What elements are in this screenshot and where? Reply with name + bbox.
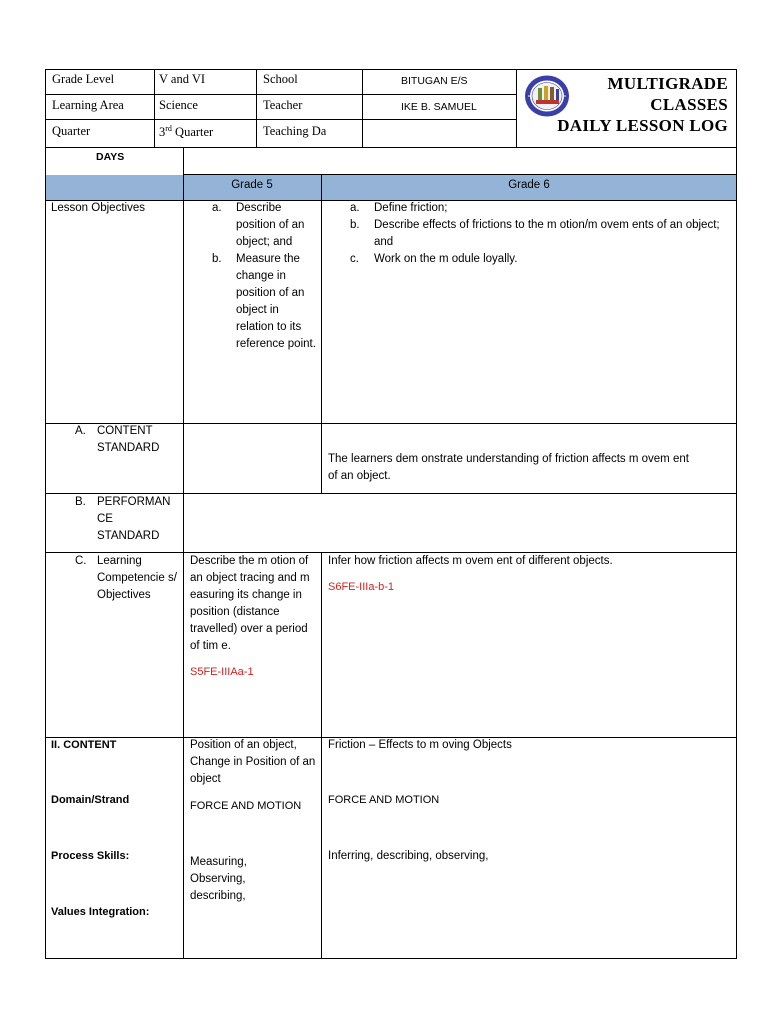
column-divider xyxy=(321,552,322,959)
school-label: School xyxy=(263,72,298,86)
grade-level-value-cell xyxy=(154,69,257,95)
content-label: II. CONTENT xyxy=(51,739,117,751)
grade6-header-label: Grade 6 xyxy=(508,179,550,191)
values-integration-label: Values Integration: xyxy=(51,906,150,918)
grade6-competencies xyxy=(328,553,728,596)
teaching-date-label: Teaching Da xyxy=(263,124,327,138)
learning-area-label: Learning Area xyxy=(52,98,124,112)
teaching-date-label-cell xyxy=(256,119,363,148)
teacher-label: Teacher xyxy=(263,98,303,112)
list-text: Define friction; xyxy=(374,202,448,214)
quarter-label: Quarter xyxy=(52,124,91,138)
school-value-cell xyxy=(362,69,517,95)
quarter-word: Quarter xyxy=(171,125,214,140)
title-cell xyxy=(516,69,737,148)
domain-grade5: FORCE AND MOTION xyxy=(190,800,302,812)
list-marker: a. xyxy=(350,202,360,214)
quarter-label-cell xyxy=(45,119,155,148)
section-marker: A. xyxy=(75,425,86,437)
lesson-objectives-label: Lesson Objectives xyxy=(51,202,145,214)
content-standard-label xyxy=(75,423,179,457)
list-text: Describe effects of frictions to the m otion/m ovem ents of an object; and xyxy=(374,219,720,248)
title-line-3: DAILY LESSON LOG xyxy=(557,116,728,135)
list-text: Measure the change in position of an object in relation to its reference point. xyxy=(236,253,316,350)
list-marker: c. xyxy=(350,253,359,265)
learning-competencies-label xyxy=(75,553,179,604)
list-item xyxy=(350,200,735,217)
grade5-competencies xyxy=(190,553,318,681)
teacher-label-cell xyxy=(256,94,363,120)
school-label-cell xyxy=(256,69,363,95)
learning-area-value: Science xyxy=(159,98,198,112)
list-item xyxy=(350,251,735,268)
list-item xyxy=(350,217,735,251)
performance-standard-label xyxy=(75,494,179,545)
domain-strand-label: Domain/Strand xyxy=(51,794,130,806)
grade5-objectives-list xyxy=(212,200,318,353)
section-label: Learning Competencie s/ Objectives xyxy=(97,555,177,601)
competency-code: S5FE-IIIAa-1 xyxy=(190,666,254,678)
list-marker: a. xyxy=(212,202,222,214)
learning-area-value-cell xyxy=(154,94,257,120)
content-grade5: Position of an object, Change in Position of an object xyxy=(190,739,316,785)
competency-text: Describe the m otion of an object tracing and m easuring its change in position (distance travelled) over a period of tim e. xyxy=(190,555,310,652)
section-label: CONTENT STANDARD xyxy=(97,425,160,454)
grade-level-label: Grade Level xyxy=(52,72,115,86)
column-divider xyxy=(321,174,322,494)
teaching-date-value-cell xyxy=(362,119,517,148)
grade5-header xyxy=(183,175,321,200)
content-grade6: Friction – Effects to m oving Objects xyxy=(328,739,512,751)
grade5-header-label: Grade 5 xyxy=(231,179,273,191)
column-divider xyxy=(183,552,184,959)
learning-area-label-cell xyxy=(45,94,155,120)
teacher-value-cell xyxy=(362,94,517,120)
days-label: DAYS xyxy=(96,151,125,163)
days-label-cell xyxy=(45,148,184,174)
quarter-number: 3 xyxy=(159,125,166,140)
list-item xyxy=(212,200,318,251)
quarter-ordinal: rd xyxy=(165,124,172,133)
process-skills-label: Process Skills: xyxy=(51,850,130,862)
list-text: Describe position of an object; and xyxy=(236,202,305,248)
list-marker: b. xyxy=(350,219,360,231)
section-marker: B. xyxy=(75,496,86,508)
content-standard-grade6: The learners dem onstrate understanding of friction affects m ovem ent of an object. xyxy=(328,453,689,482)
process-grade6: Inferring, describing, observing, xyxy=(328,850,489,862)
grade6-objectives-list xyxy=(350,200,735,268)
quarter-value-cell xyxy=(154,119,257,148)
process-grade5: Measuring, Observing, describing, xyxy=(190,856,247,902)
grade6-header xyxy=(321,175,737,200)
grade-level-label-cell xyxy=(45,69,155,95)
title-line-2: CLASSES xyxy=(650,95,728,114)
grade-level-value: V and VI xyxy=(159,72,206,86)
title-line-1: MULTIGRADE xyxy=(607,74,728,93)
school-value: BITUGAN E/S xyxy=(401,75,468,87)
domain-grade6: FORCE AND MOTION xyxy=(328,794,440,806)
column-divider xyxy=(183,148,184,553)
list-marker: b. xyxy=(212,253,222,265)
list-item xyxy=(212,251,318,353)
list-text: Work on the m odule loyally. xyxy=(374,253,518,265)
section-label: PERFORMAN CE STANDARD xyxy=(97,496,171,542)
teacher-value: IKE B. SAMUEL xyxy=(401,101,477,113)
quarter-value xyxy=(159,124,213,140)
section-marker: C. xyxy=(75,555,87,567)
competency-code: S6FE-IIIa-b-1 xyxy=(328,581,395,593)
competency-text: Infer how friction affects m ovem ent of different objects. xyxy=(328,555,613,567)
